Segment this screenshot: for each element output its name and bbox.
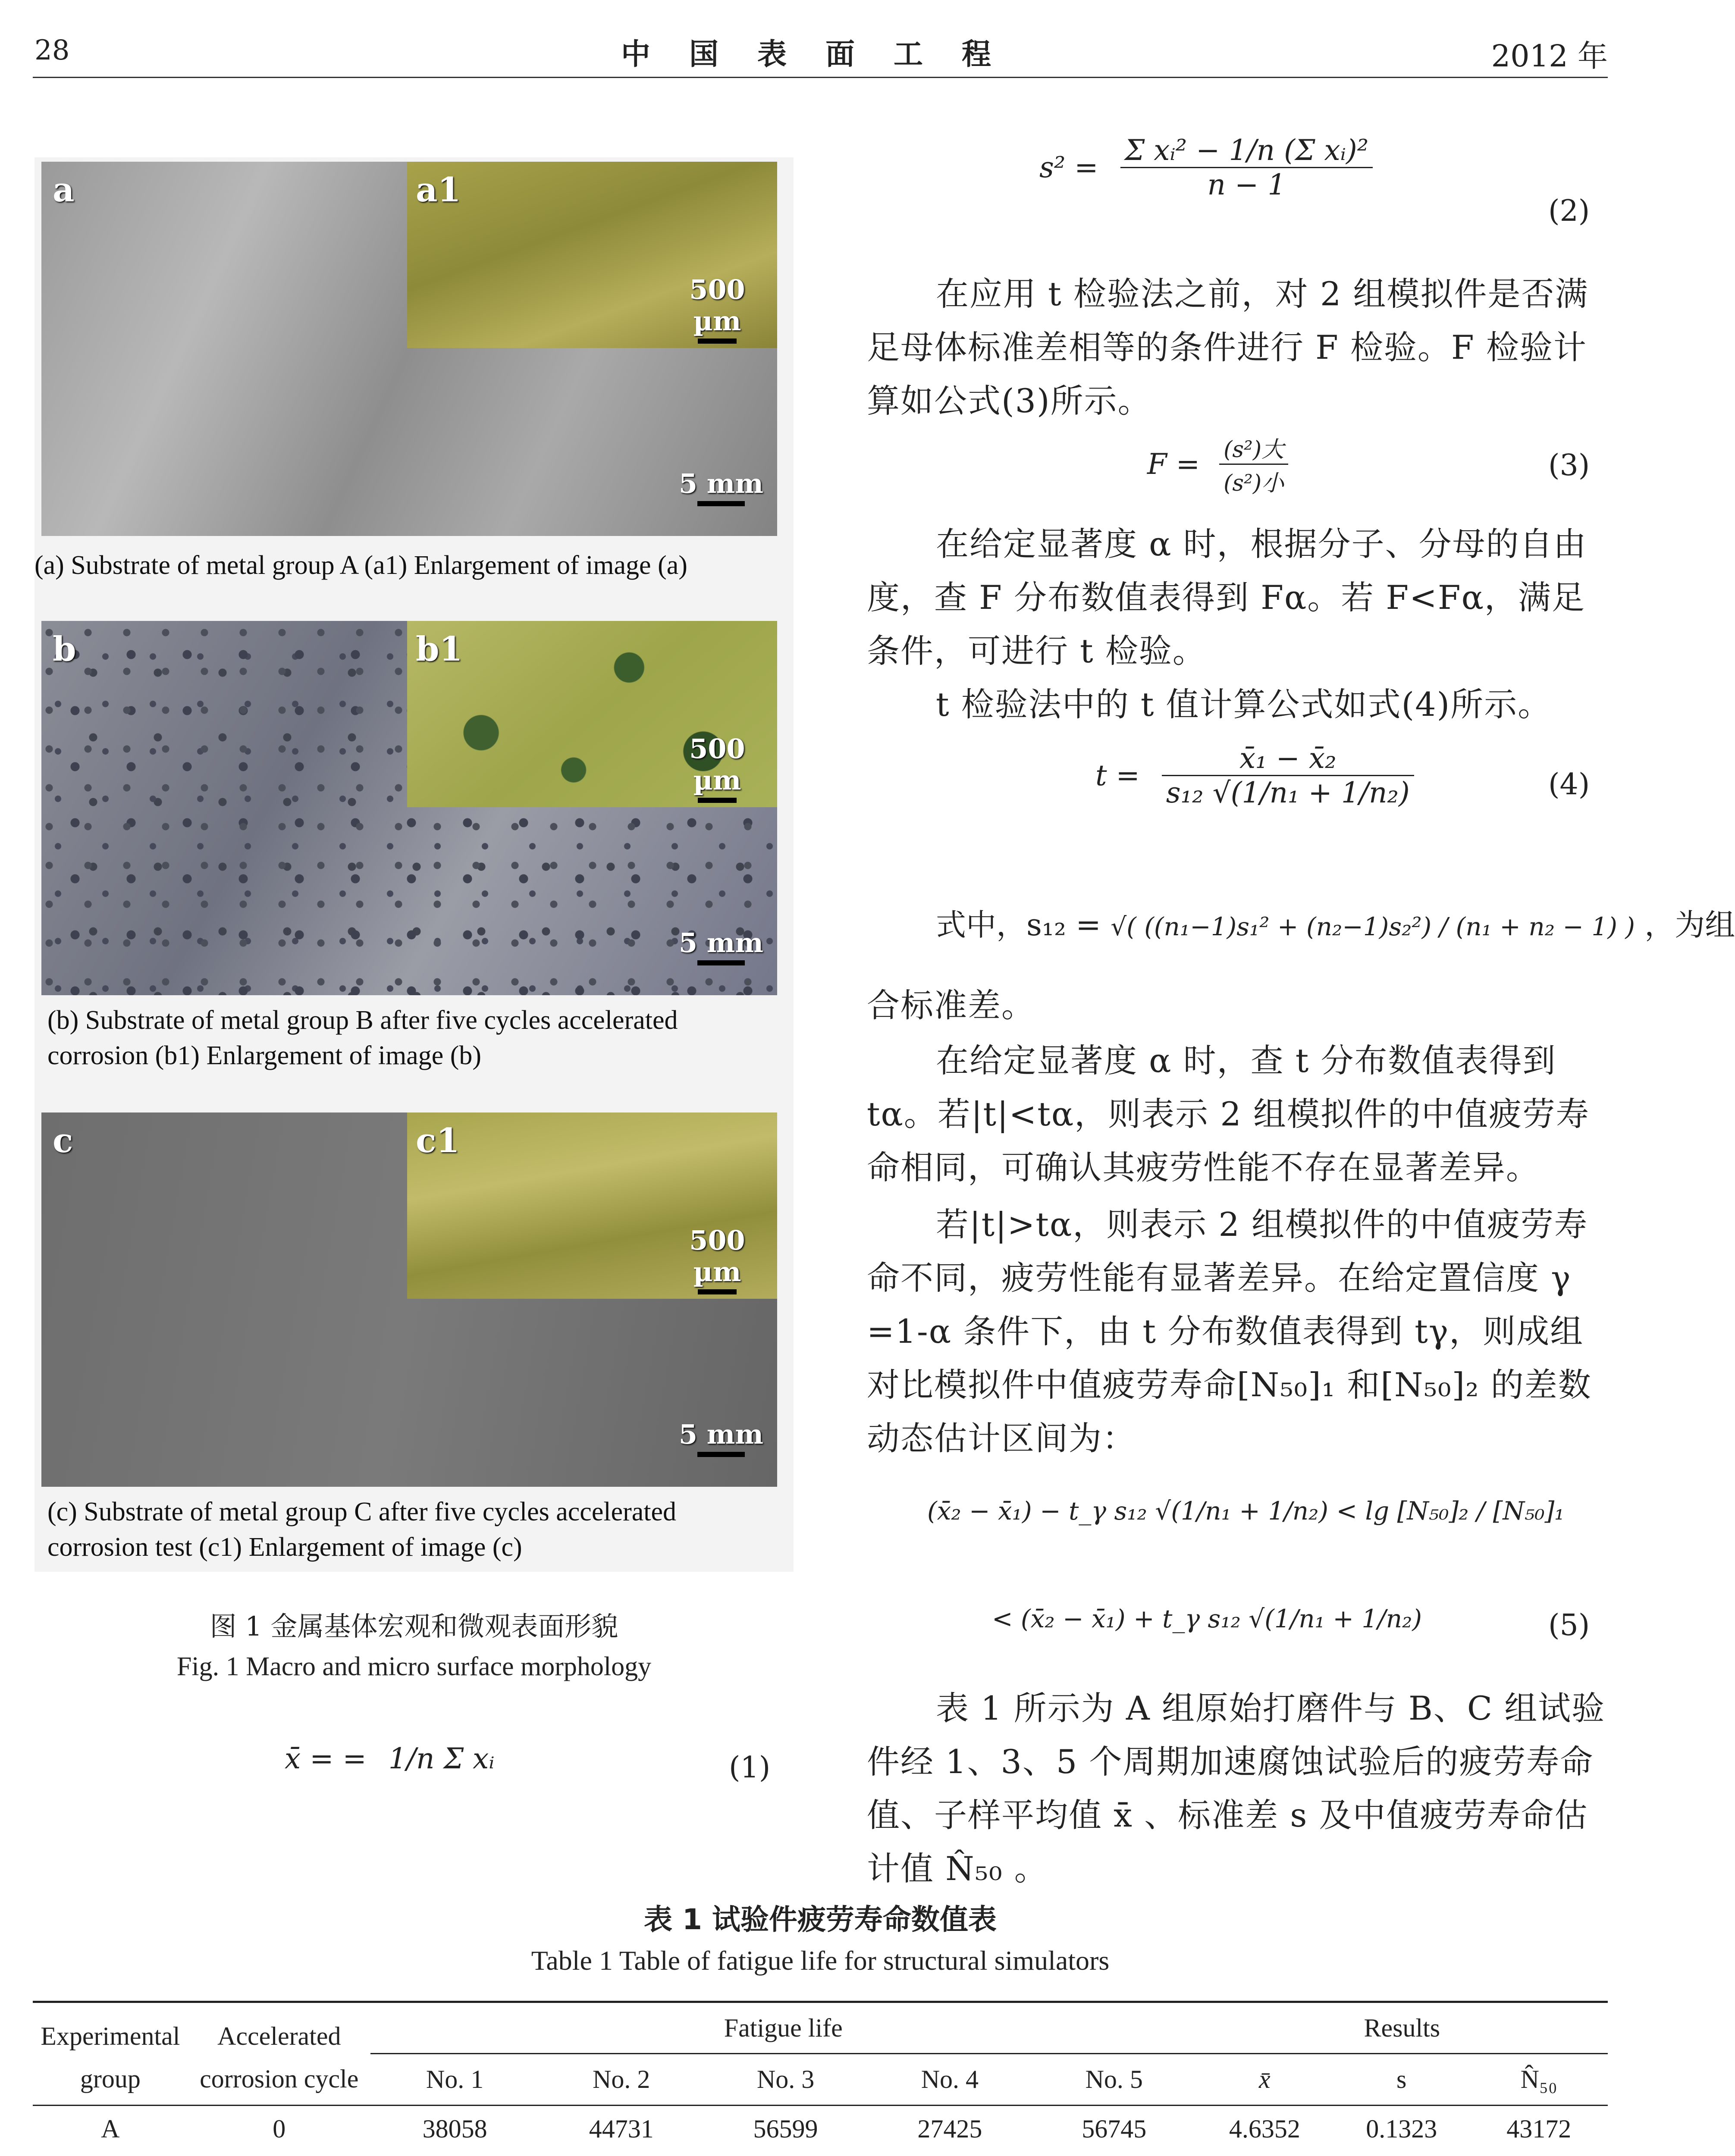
equation-1: x̄ = = 1/n Σ xᵢ xyxy=(285,1742,495,1775)
fatigue-life-table xyxy=(33,2001,1608,2156)
table-caption-en: Table 1 Table of fatigue life for structural simulators xyxy=(531,1945,1110,1976)
equation-1-number: (1) xyxy=(729,1751,771,1785)
photo-b xyxy=(41,621,777,995)
col-header: No. 2 xyxy=(593,2065,650,2093)
paragraph-6: 若|t|>tα，则表示 2 组模拟件的中值疲劳寿命不同，疲劳性能有显著差异。在给定置信度 γ =1-α 条件下，由 t 分布数值表得到 tγ，则成组对比模拟件中值疲劳寿命[N₅₀]₁ 和[N₅₀]₂ 的差数动态估计区间为： xyxy=(867,1205,1592,1457)
table-cell xyxy=(1032,2152,1196,2156)
header-group-2: group xyxy=(80,2065,141,2093)
header-results: Results xyxy=(1196,2002,1608,2054)
inset-scale-b1: 500 µm xyxy=(668,733,767,803)
table-cell: 4.6352 xyxy=(1229,2114,1300,2143)
header-cycle-1: Accelerated xyxy=(217,2021,341,2050)
col-header: x̄ xyxy=(1259,2065,1271,2093)
inset-b1 xyxy=(407,621,777,807)
panel-label-b: b xyxy=(53,630,76,669)
inset-scale-c1: 500 µm xyxy=(668,1225,767,1294)
col-header: No. 4 xyxy=(921,2065,979,2093)
scale-b: 5 mm xyxy=(678,927,764,965)
table-cell: 38058 xyxy=(422,2114,487,2143)
table-caption-cn: 表 1 试验件疲劳寿命数值表 xyxy=(644,1903,997,1936)
figure-1 xyxy=(35,157,794,1572)
equation-2: s² = $\frac{\text{Σ xᵢ² − 1/n (Σ xᵢ)²}}{n - 1}$ xyxy=(1039,134,1373,201)
table-row xyxy=(33,2106,1608,2152)
table-header-row-1 xyxy=(33,2002,1608,2054)
col-header: s xyxy=(1396,2065,1407,2093)
header-fatigue-life: Fatigue life xyxy=(370,2002,1196,2054)
col-header: No. 5 xyxy=(1085,2065,1143,2093)
paragraph-2: 在给定显著度 α 时，根据分子、分母的自由度，查 F 分布数值表得到 Fα。若 F<Fα，满足条件，可进行 t 检验。 xyxy=(867,525,1587,670)
equation-5-line-2: < (x̄₂ − x̄₁) + t_γ s₁₂ √(1/n₁ + 1/n₂) xyxy=(992,1604,1422,1633)
inset-a1 xyxy=(407,162,777,348)
equation-3-number: (3) xyxy=(1548,448,1590,483)
table-cell-cycle xyxy=(188,2152,370,2156)
page-number: 28 xyxy=(35,34,70,66)
table-header-row-2 xyxy=(33,2054,1608,2106)
col-header: No. 1 xyxy=(426,2065,484,2093)
table-cell: 43172 xyxy=(1506,2114,1572,2143)
table-cell-group: A xyxy=(101,2114,120,2143)
table-cell xyxy=(539,2152,703,2156)
s12-definition: 式中，s₁₂ = √( ((n₁−1)s₁² + (n₂−1)s₂²) / (n₁ + n₂ − 1) ) ，为组 xyxy=(936,907,1735,943)
table-cell xyxy=(370,2152,539,2156)
col-header: No. 3 xyxy=(756,2065,815,2093)
paragraph-7: 表 1 所示为 A 组原始打磨件与 B、C 组试验件经 1、3、5 个周期加速腐蚀试验后的疲劳寿命值、子样平均值 x̄ 、标准差 s 及中值疲劳寿命估计值 N̂₅₀ 。 xyxy=(867,1689,1606,1888)
table-cell xyxy=(1196,2152,1333,2156)
table-cell: 0.1323 xyxy=(1366,2114,1437,2143)
figure-caption-cn: 图 1 金属基体宏观和微观表面形貌 xyxy=(210,1611,618,1642)
col-header: N̂₅₀ xyxy=(1520,2065,1557,2093)
table-cell: 56745 xyxy=(1082,2114,1147,2143)
page-header xyxy=(0,0,1641,82)
inset-scale-a1: 500 µm xyxy=(668,274,767,344)
figure-caption-en: Fig. 1 Macro and micro surface morphology xyxy=(176,1652,652,1681)
equation-4: t = $\frac{\text{x̄₁ − x̄₂}}{\text{s₁₂ √(1/n₁ + 1/n₂)}}$ xyxy=(1095,742,1414,809)
panel-label-a: a xyxy=(53,170,75,210)
table-cell xyxy=(1333,2152,1470,2156)
table-cell: 56599 xyxy=(753,2114,818,2143)
panel-caption-b: (b) Substrate of metal group B after five cycles accelerated corrosion (b1) Enlargement of image (b) xyxy=(47,1006,678,1070)
table-cell-cycle: 0 xyxy=(273,2114,286,2143)
photo-c xyxy=(41,1112,777,1487)
inset-label-b1: b1 xyxy=(416,630,463,669)
panel-label-c: c xyxy=(53,1121,73,1160)
header-cycle-2: corrosion cycle xyxy=(200,2065,359,2093)
scale-c: 5 mm xyxy=(678,1419,764,1457)
inset-label-a1: a1 xyxy=(416,170,461,210)
inset-c1 xyxy=(407,1112,777,1299)
panel-caption-c: (c) Substrate of metal group C after five cycles accelerated corrosion test (c1) Enlargement of image (c) xyxy=(47,1497,676,1562)
equation-2-number: (2) xyxy=(1548,194,1590,228)
equation-4-number: (4) xyxy=(1548,768,1590,802)
table-cell-group xyxy=(33,2152,188,2156)
header-group-1: Experimental xyxy=(41,2021,180,2050)
table-row xyxy=(33,2152,1608,2156)
photo-a xyxy=(41,162,777,536)
paragraph-4: 合标准差。 xyxy=(867,986,1035,1025)
paragraph-5: 在给定显著度 α 时，查 t 分布数值表得到 tα。若|t|<tα，则表示 2 组模拟件的中值疲劳寿命相同，可确认其疲劳性能不存在显著差异。 xyxy=(867,1041,1590,1187)
paragraph-1: 在应用 t 检验法之前，对 2 组模拟件是否满足母体标准差相等的条件进行 F 检验。F 检验计算如公式(3)所示。 xyxy=(867,275,1589,420)
journal-title: 中国表面工程 xyxy=(621,38,1030,72)
paragraph-3: t 检验法中的 t 值计算公式如式(4)所示。 xyxy=(936,685,1552,724)
equation-5-number: (5) xyxy=(1548,1608,1590,1642)
equation-5-line-1: (x̄₂ − x̄₁) − t_γ s₁₂ √(1/n₁ + 1/n₂) < lg [N₅₀]₂ / [N₅₀]₁ xyxy=(927,1496,1565,1526)
table-cell xyxy=(1470,2152,1608,2156)
year: 2012 年 xyxy=(1491,38,1608,74)
scale-a: 5 mm xyxy=(678,468,764,506)
table-cell: 44731 xyxy=(589,2114,654,2143)
table-cell: 27425 xyxy=(917,2114,982,2143)
equation-3: F = $\frac{\text{(s²)大}}{\text{(s²)小}}$ xyxy=(1147,431,1288,497)
inset-label-c1: c1 xyxy=(416,1121,460,1160)
table-cell xyxy=(868,2152,1032,2156)
header-rule xyxy=(33,77,1608,78)
table-cell xyxy=(703,2152,868,2156)
panel-caption-a: (a) Substrate of metal group A (a1) Enlargement of image (a) xyxy=(35,551,687,580)
